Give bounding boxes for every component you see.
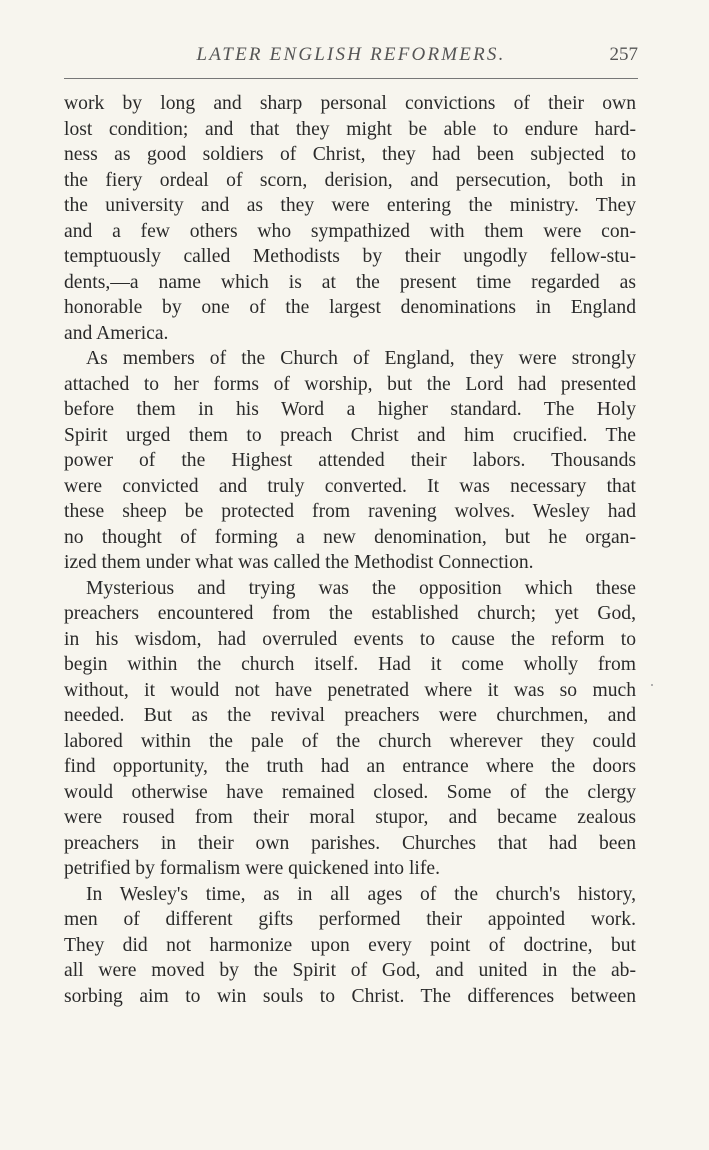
text-line: power of the Highest attended their labors. Thousands bbox=[64, 450, 636, 471]
page-number: 257 bbox=[609, 44, 638, 65]
text-line: were convicted and truly converted. It was necessary that bbox=[64, 475, 636, 497]
header-rule bbox=[64, 78, 638, 79]
text-line: the university and as they were entering the ministry. They bbox=[64, 195, 636, 216]
text-line: preachers in their own parishes. Churches that had been bbox=[64, 832, 636, 854]
text-line: would otherwise have remained closed. Some of the clergy bbox=[64, 781, 636, 803]
text-line: petrified by formalism were quickened into life. bbox=[64, 858, 440, 879]
text-line: and a few others who sympathized with them were con- bbox=[64, 220, 636, 242]
text-line: They did not harmonize upon every point of doctrine, but bbox=[64, 934, 636, 956]
text-line: in his wisdom, had overruled events to cause the reform to bbox=[64, 628, 636, 650]
text-line: temptuously called Methodists by their ungodly fellow-stu- bbox=[64, 246, 636, 267]
text-line: dents,—a name which is at the present time regarded as bbox=[64, 271, 636, 293]
text-line: sorbing aim to win souls to Christ. The differences between bbox=[64, 985, 636, 1007]
text-line: begin within the church itself. Had it come wholly from bbox=[64, 654, 636, 675]
text-line: labored within the pale of the church wherever they could bbox=[64, 730, 636, 752]
text-line: and America. bbox=[64, 322, 169, 344]
text-line: ized them under what was called the Methodist Connection. bbox=[64, 552, 534, 573]
text-line: work by long and sharp personal convictions of their own bbox=[64, 93, 636, 114]
text-line: without, it would not have penetrated where it was so much bbox=[64, 679, 636, 701]
text-line: lost condition; and that they might be able to endure hard- bbox=[64, 118, 636, 140]
text-line: ness as good soldiers of Christ, they had been subjected to bbox=[64, 144, 636, 165]
text-line: honorable by one of the largest denominations in England bbox=[64, 297, 636, 318]
text-line: were roused from their moral stupor, and became zealous bbox=[64, 807, 636, 828]
text-line: these sheep be protected from ravening wolves. Wesley had bbox=[64, 501, 636, 522]
text-line: attached to her forms of worship, but the Lord had presented bbox=[64, 373, 636, 395]
print-speck bbox=[651, 684, 653, 686]
text-line: needed. But as the revival preachers were churchmen, and bbox=[64, 705, 636, 726]
text-line: all were moved by the Spirit of God, and united in the ab- bbox=[64, 960, 636, 981]
text-line: As members of the Church of England, they were strongly bbox=[86, 348, 636, 369]
running-title: LATER ENGLISH REFORMERS. bbox=[196, 44, 506, 65]
text-line: no thought of forming a new denomination, but he organ- bbox=[64, 526, 636, 548]
text-line: preachers encountered from the established church; yet God, bbox=[64, 603, 636, 624]
running-head bbox=[64, 44, 638, 74]
text-line: find opportunity, the truth had an entrance where the doors bbox=[64, 756, 636, 777]
text-line: Mysterious and trying was the opposition which these bbox=[86, 577, 636, 599]
body-text bbox=[64, 91, 636, 1009]
text-line: Spirit urged them to preach Christ and him crucified. The bbox=[64, 424, 636, 446]
text-line: men of different gifts performed their appointed work. bbox=[64, 909, 636, 930]
text-line: In Wesley's time, as in all ages of the church's history, bbox=[86, 883, 636, 905]
text-line: before them in his Word a higher standard. The Holy bbox=[64, 399, 636, 420]
text-line: the fiery ordeal of scorn, derision, and persecution, both in bbox=[64, 169, 636, 191]
